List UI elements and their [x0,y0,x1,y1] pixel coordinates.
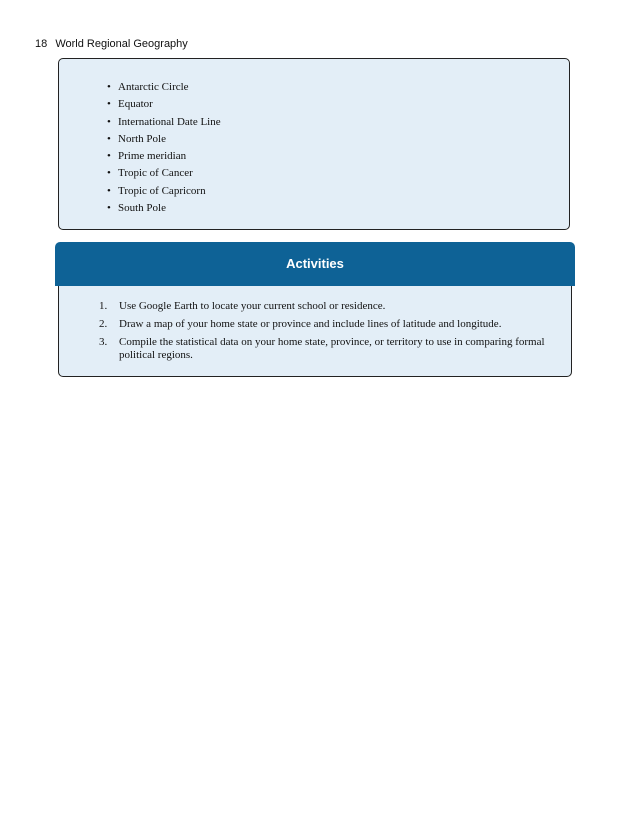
page-number: 18 [35,38,48,50]
item-number: 3. [99,336,108,348]
item-text: Use Google Earth to locate your current school or residence. [119,300,386,312]
key-terms-list [107,79,221,217]
key-terms-box [58,58,570,230]
item-text: Draw a map of your home state or province and include lines of latitude and longitude. [119,318,502,330]
list-item: • South Pole [107,200,221,217]
list-item: • International Date Line [107,114,221,131]
list-item: • Tropic of Cancer [107,165,221,182]
list-item: • Equator [107,96,221,113]
list-item [99,318,551,331]
list-item: • Prime meridian [107,148,221,165]
activities-title: Activities [55,242,575,286]
item-number: 1. [99,300,108,312]
item-text: Compile the statistical data on your home state, province, or territory to use in comparing formal political regions. [119,336,545,361]
list-item: • Tropic of Capricorn [107,183,221,200]
running-header [35,38,188,50]
list-item: • North Pole [107,131,221,148]
list-item [99,336,551,362]
item-number: 2. [99,318,108,330]
book-title: World Regional Geography [55,38,188,50]
list-item [99,300,551,313]
activities-list [99,300,551,367]
list-item: • Antarctic Circle [107,79,221,96]
